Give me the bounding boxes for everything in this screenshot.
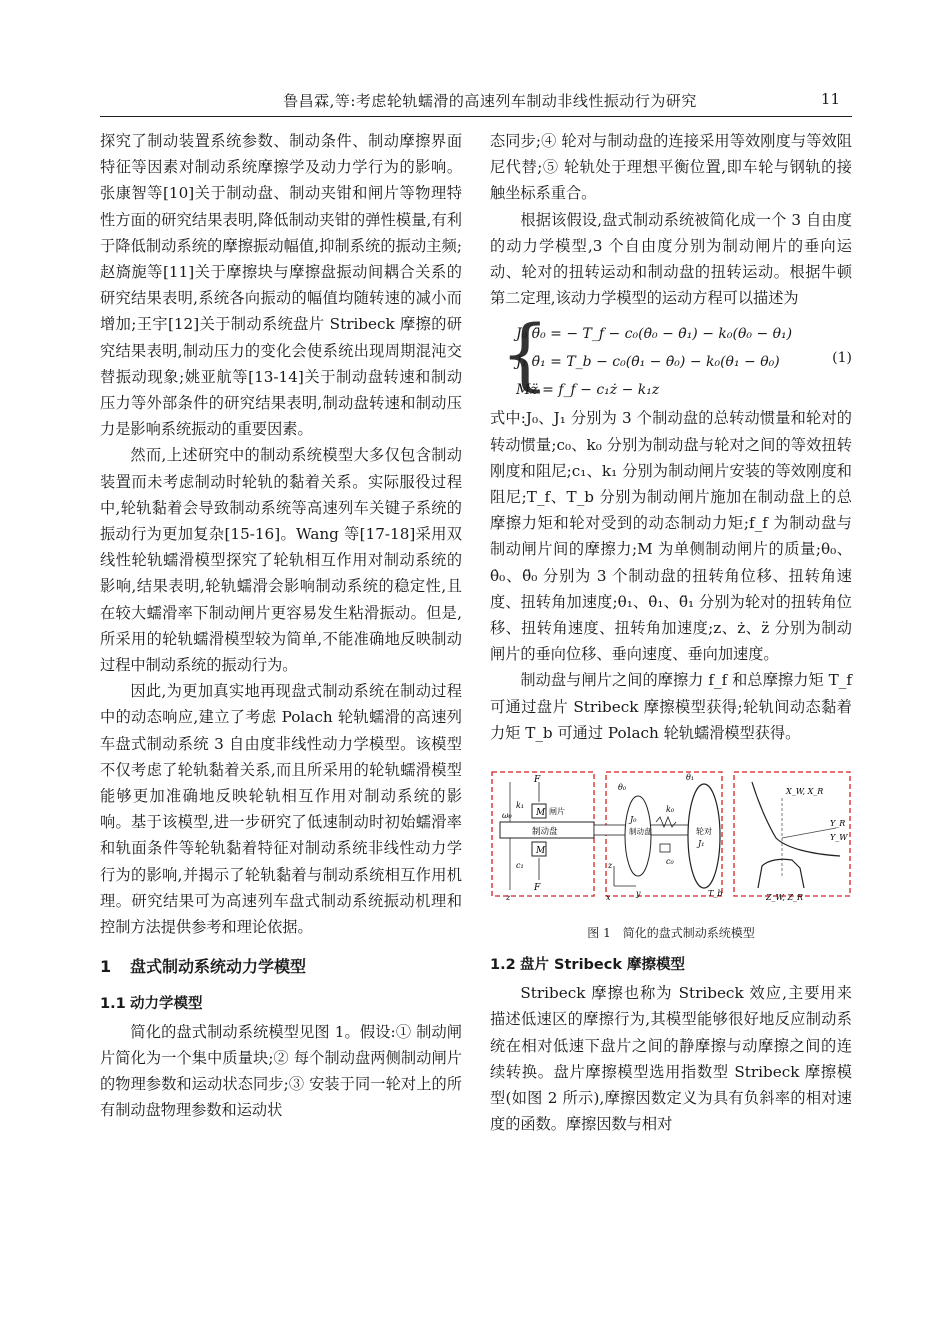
- label-YR: Y_R: [830, 819, 846, 829]
- subsection-number: 1.2: [490, 957, 516, 974]
- subsection-heading: [490, 952, 852, 978]
- subsection-heading: [100, 991, 462, 1017]
- label-omega0: ω₀: [502, 811, 512, 821]
- paragraph: 制动盘与闸片之间的摩擦力 f_f 和总摩擦力矩 T_f 可通过盘片 Stribeck 摩擦模型获得;轮轨间动态黏着力矩 T_b 可通过 Polach 轮轨蠕滑模型获得。: [490, 671, 852, 742]
- label-theta0: θ₀: [618, 783, 627, 793]
- label-YW: Y_W: [830, 833, 848, 843]
- paragraph: 式中:J₀、J₁ 分别为 3 个制动盘的总转动惯量和轮对的转动惯量;c₀、k₀ 分别为制动盘与轮对之间的等效扭转刚度和阻尼;c₁、k₁ 分别为制动闸片安装的等效刚度和阻尼;T_f、T_b 分别为制动闸片施加在制动盘上的总摩擦力矩和轮对受到的动态制动力矩;f_f 为制动盘与制动闸片间的摩擦力;M 为单侧制动闸片的质量;θ₀、θ̇₀、θ̈₀ 分别为 3 个制动盘的扭转角位移、扭转角速度、扭转角加速度;θ₁、θ̇₁、θ̈₁ 分别为轮对的扭转角位移、扭转角速度、扭转角加速度;z、ż、z̈ 分别为制动闸片的垂向位移、垂向速度、垂向加速度。: [490, 409, 852, 664]
- section-title: 盘式制动系统动力学模型: [130, 957, 307, 977]
- label-c1: c₁: [516, 861, 524, 871]
- right-column: [490, 128, 852, 1137]
- figure-caption: 图 1 简化的盘式制动系统模型: [587, 926, 755, 941]
- wheel: [688, 784, 720, 888]
- subsection-title: 盘片 Stribeck 摩擦模型: [520, 957, 686, 974]
- rail-profile: [758, 859, 804, 888]
- label-disc-inner: 制动盘: [629, 827, 652, 837]
- label-x: x: [606, 893, 611, 903]
- label-wheel: 轮对: [696, 827, 712, 837]
- label-XwXR: X_W, X_R: [786, 787, 824, 797]
- label-ZWZR: Z_W, Z_R: [766, 893, 804, 903]
- label-z: z: [608, 861, 613, 871]
- label-theta1: θ₁: [686, 773, 695, 783]
- damper-c0: [660, 844, 670, 852]
- disc-group: [625, 796, 651, 876]
- label-y: y: [636, 889, 641, 899]
- equation-line: J₁ θ̈₁ = T_b − c₀(θ̇₁ − θ̇₀) − k₀(θ₁ − θ₀): [516, 354, 780, 371]
- label-J0: J₀: [630, 815, 637, 825]
- figure-1: [490, 768, 852, 918]
- paragraph: 然而,上述研究中的制动系统模型大多仅包含制动装置而未考虑制动时轮轨的黏着关系。实际服役过程中,轮轨黏着会导致制动系统等高速列车关键子系统的振动行为更加复杂[15-16]。Wang 等[17-18]采用双线性轮轨蠕滑模型探究了轮轨相互作用对制动系统的影响,结果表明,轮轨蠕滑会影响制动系统的稳定性,且在较大蠕滑率下制动闸片更容易发生粘滑振动。但是,所采用的轮轨蠕滑模型较为简单,不能准确地反映制动过程中制动系统的振动行为。: [100, 446, 462, 675]
- contact-axis-y: [782, 828, 836, 838]
- label-z-left: z: [506, 893, 511, 903]
- paragraph: Stribeck 摩擦也称为 Stribeck 效应,主要用来描述低速区的摩擦行为,其模型能够很好地反应制动系统在相对低速下盘片之间的静摩擦与动摩擦之间的连续转换。盘片摩擦模型选用指数型 Stribeck 摩擦模型(如图 2 所示),摩擦因数定义为具有负斜率的相对速度的函数。摩擦因数与相对: [490, 984, 852, 1134]
- section-heading: [100, 954, 462, 980]
- section-number: 1: [100, 957, 112, 977]
- paragraph: 因此,为更加真实地再现盘式制动系统在制动过程中的动态响应,建立了考虑 Polach 轮轨蠕滑的高速列车盘式制动系统 3 自由度非线性动力学模型。该模型不仅考虑了轮轨黏着关系,而且所采用的轮轨蠕滑模型能够更加准确地反映轮轨相互作用对制动系统的影响。基于该模型,进一步研究了低速制动时初始蠕滑率和轨面条件等轮轨黏着特征对制动系统非线性动力学行为的影响,并揭示了轮轨黏着与制动系统相互作用机理。研究结果可为高速列车盘式制动系统振动机理和控制方法提供参考和理论依据。: [100, 682, 462, 937]
- equation-line: J₀ θ̈₀ = − T_f − c₀(θ̇₀ − θ̇₁) − k₀(θ₀ − θ₁): [516, 326, 793, 343]
- subsection-title: 动力学模型: [130, 995, 203, 1012]
- equation-brace: {: [500, 310, 550, 401]
- equation-number: (1): [832, 350, 852, 367]
- left-column: [100, 128, 462, 1124]
- label-F-top: F: [534, 775, 541, 786]
- paragraph: 探究了制动装置系统参数、制动条件、制动摩擦界面特征等因素对制动系统摩擦学及动力学行为的影响。张康智等[10]关于制动盘、制动夹钳和闸片等物理特性方面的研究结果表明,降低制动夹钳的弹性模量,有利于降低制动系统的摩擦振动幅值,抑制系统的振动主频;赵旖旎等[11]关于摩擦块与摩擦盘振动间耦合关系的研究结果表明,系统各向振动的幅值均随转速的减小而增加;王宇[12]关于制动系统盘片 Stribeck 摩擦的研究结果表明,制动压力的变化会使系统出现周期混沌交替振动现象;姚亚航等[13-14]关于制动盘转速和制动压力等外部条件的研究结果表明,制动盘转速和制动压力是影响系统振动的重要因素。: [100, 132, 462, 439]
- running-title: 鲁昌霖,等:考虑轮轨蠕滑的高速列车制动非线性振动行为研究: [283, 92, 697, 110]
- label-M-bottom: M: [536, 846, 546, 857]
- label-F-bottom: F: [534, 883, 541, 894]
- label-M: M: [536, 808, 546, 819]
- label-pad: 闸片: [549, 807, 565, 817]
- running-header: [100, 88, 852, 117]
- subsection-number: 1.1: [100, 995, 126, 1012]
- paragraph: 根据该假设,盘式制动系统被简化成一个 3 自由度的动力学模型,3 个自由度分别为制动闸片的垂向运动、轮对的扭转运动和制动盘的扭转运动。根据牛顿第二定理,该动力学模型的运动方程可以描述为: [490, 210, 852, 308]
- paragraph: 简化的盘式制动系统模型见图 1。假设:① 制动闸片简化为一个集中质量块;② 每个制动盘两侧制动闸片的物理参数和运动状态同步;③ 安装于同一轮对上的所有制动盘物理参数和运动状: [100, 1022, 462, 1120]
- label-J1: J₁: [698, 839, 705, 849]
- label-Tb: T_b: [708, 889, 723, 899]
- equation-1: [490, 310, 852, 401]
- label-k0: k₀: [666, 805, 675, 815]
- brake-system-diagram: [490, 768, 852, 918]
- label-c0: c₀: [666, 857, 674, 867]
- label-k1: k₁: [516, 801, 525, 811]
- paragraph: 态同步;④ 轮对与制动盘的连接采用等效刚度与等效阻尼代替;⑤ 轮轨处于理想平衡位置,即车轮与钢轨的接触坐标系重合。: [490, 132, 852, 203]
- label-disc: 制动盘: [532, 827, 558, 838]
- equation-line: Mz̈ = f_f − c₁ż − k₁z: [516, 382, 660, 399]
- page-number: 11: [820, 90, 840, 108]
